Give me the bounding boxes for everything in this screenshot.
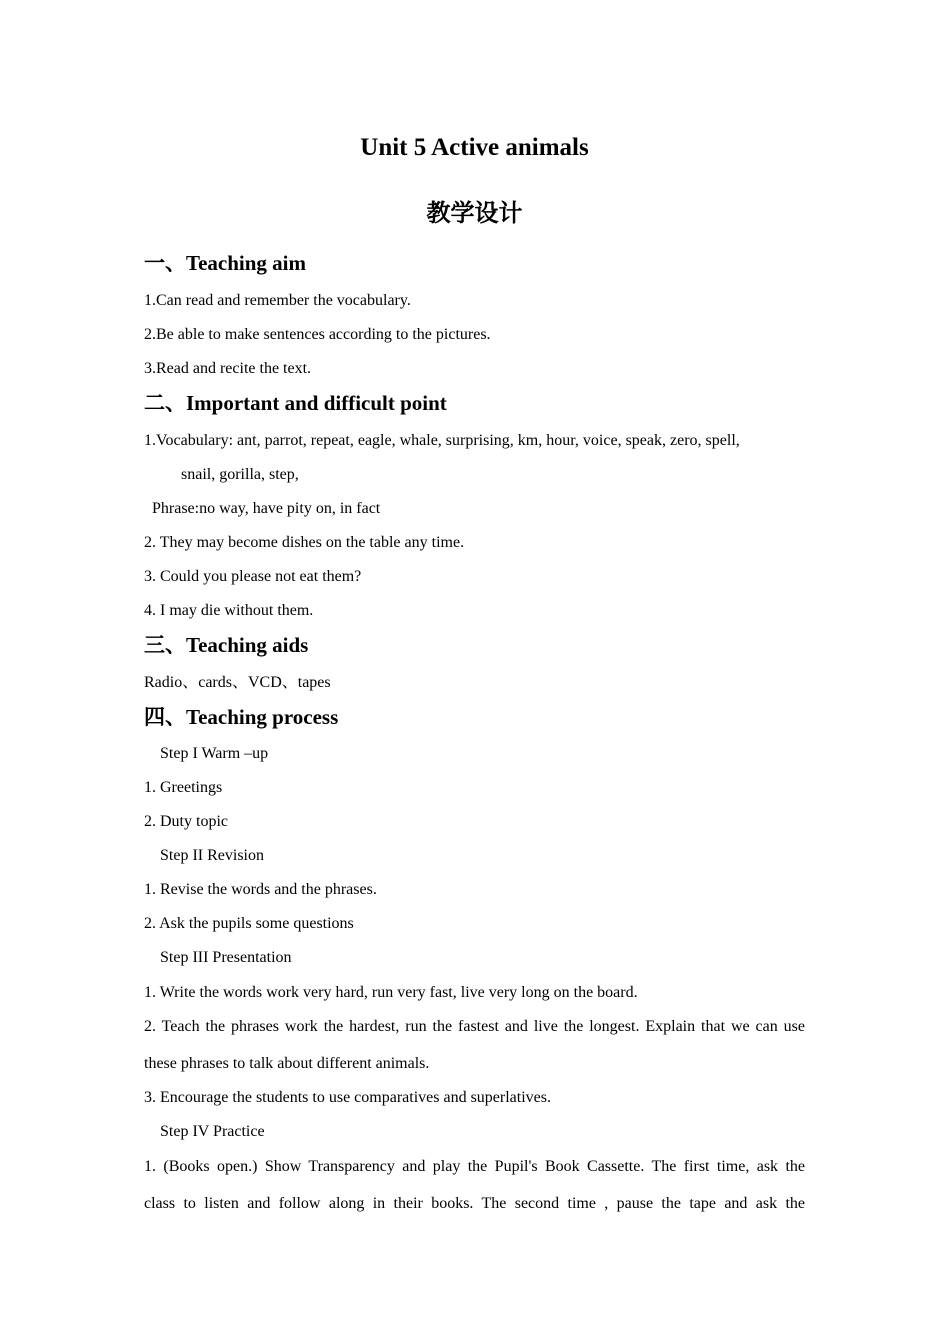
text-line: 4. I may die without them. [144, 602, 314, 619]
text-line: 3. Encourage the students to use comparatives and superlatives. [144, 1089, 551, 1106]
document-subtitle: 教学设计 [426, 199, 523, 227]
text-line: 2. Duty topic [144, 813, 228, 830]
text-line: 1.Can read and remember the vocabulary. [144, 292, 411, 309]
text-line: 1. Revise the words and the phrases. [144, 881, 377, 898]
document-title: Unit 5 Active animals [360, 134, 589, 161]
text-line: Phrase:no way, have pity on, in fact [152, 500, 381, 517]
step-heading: Step IV Practice [160, 1123, 265, 1140]
step-heading: Step II Revision [160, 847, 264, 864]
text-line: 3.Read and recite the text. [144, 360, 312, 377]
text-line: 2. Teach the phrases work the hardest, run the fastest and live the longest. Explain that we can use [144, 1018, 805, 1035]
step-heading: Step I Warm –up [160, 745, 269, 762]
text-line: 1. Write the words work very hard, run very fast, live very long on the board. [144, 984, 638, 1001]
text-line: 2. Ask the pupils some questions [144, 915, 354, 932]
section-heading-teaching-aim: 一、Teaching aim [144, 251, 306, 275]
text-line: 2. They may become dishes on the table any time. [144, 534, 465, 551]
section-heading-teaching-process: 四、Teaching process [144, 705, 339, 729]
text-line: class to listen and follow along in their books. The second time , pause the tape and ask the [144, 1195, 805, 1212]
text-line: Radio、cards、VCD、tapes [144, 674, 331, 691]
text-line: these phrases to talk about different animals. [144, 1055, 430, 1072]
step-heading: Step III Presentation [160, 949, 292, 966]
section-heading-important-point: 二、Important and difficult point [144, 391, 447, 415]
text-line: 2.Be able to make sentences according to the pictures. [144, 326, 491, 343]
text-line: 1.Vocabulary: ant, parrot, repeat, eagle, whale, surprising, km, hour, voice, speak, zero, spell, [144, 432, 740, 449]
section-heading-teaching-aids: 三、Teaching aids [144, 633, 309, 657]
text-line: 1. (Books open.) Show Transparency and play the Pupil's Book Cassette. The first time, ask the [144, 1158, 805, 1175]
text-line: 3. Could you please not eat them? [144, 568, 362, 585]
text-line: 1. Greetings [144, 779, 223, 796]
text-line: snail, gorilla, step, [181, 466, 299, 483]
